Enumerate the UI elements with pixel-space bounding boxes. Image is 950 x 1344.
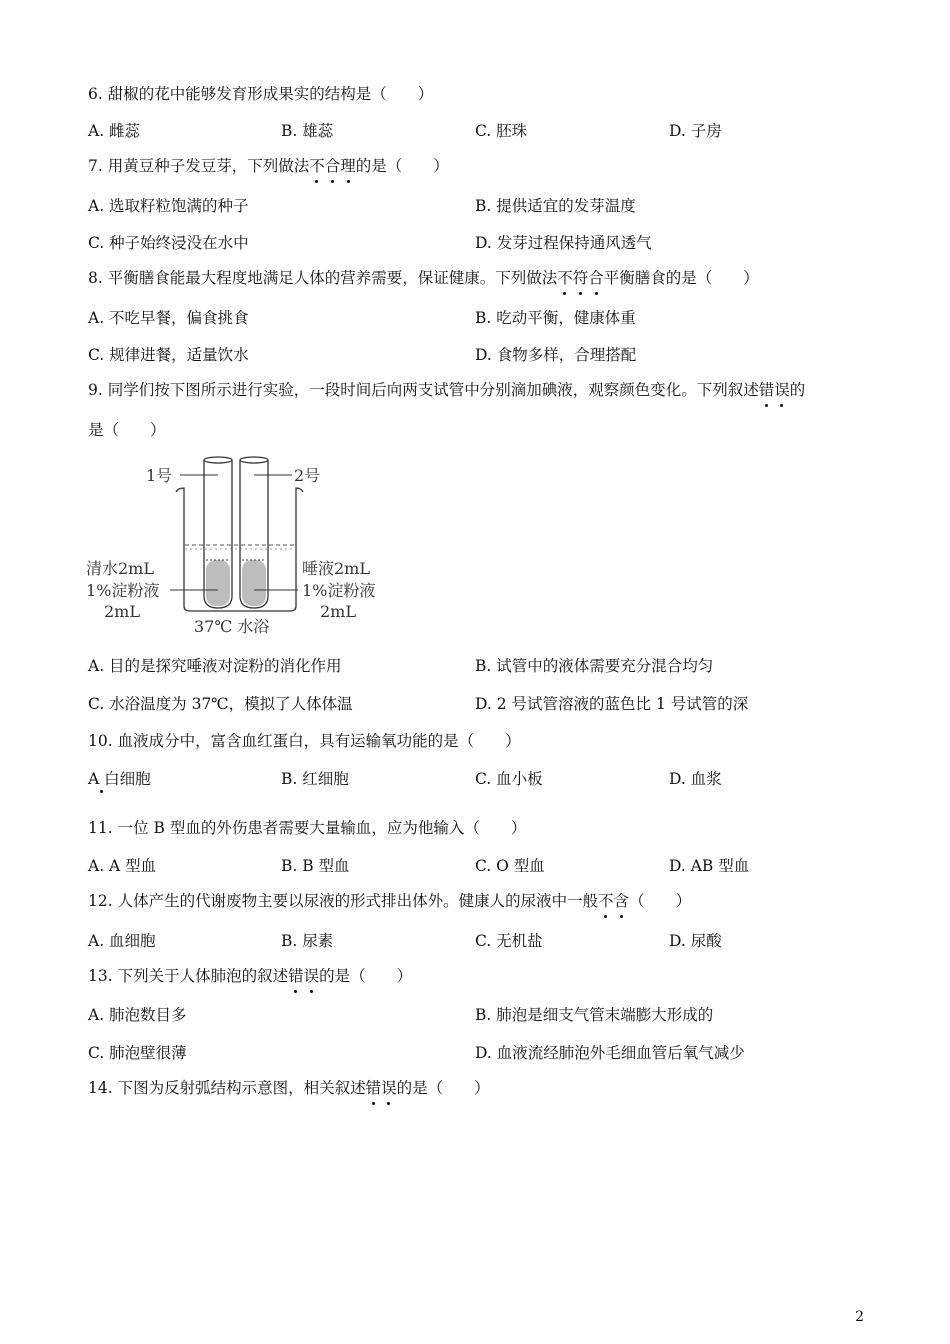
q9-option-d: D. 2 号试管溶液的蓝色比 1 号试管的深 xyxy=(475,695,749,713)
label-right-2: 1%淀粉液 xyxy=(302,581,376,600)
q8-option-a: A. 不吃早餐，偏食挑食 xyxy=(88,309,249,327)
label-left-3: 2mL xyxy=(104,602,140,621)
q10-option-c: C. 血小板 xyxy=(475,770,543,788)
q9-option-a: A. 目的是探究唾液对淀粉的消化作用 xyxy=(88,657,342,675)
label-tube-2: 2号 xyxy=(294,466,321,485)
q13-option-b: B. 肺泡是细支气管末端膨大形成的 xyxy=(475,1006,714,1024)
label-right-3: 2mL xyxy=(320,602,356,621)
tube-2-liquid xyxy=(242,560,266,606)
q6-option-b: B. 雄蕊 xyxy=(281,122,334,140)
q11-option-c: C. O 型血 xyxy=(475,857,545,875)
q8-option-d: D. 食物多样，合理搭配 xyxy=(475,346,637,364)
q10-option-a: A 白细胞 xyxy=(88,770,151,788)
question-9-stem: 9. 同学们按下图所示进行实验，一段时间后向两支试管中分别滴加碘液，观察颜色变化。下列叙述错误的 xyxy=(88,378,805,400)
question-10-stem: 10. 血液成分中，富含血红蛋白，具有运输氧功能的是（ ） xyxy=(88,732,521,750)
emphasis-text: 错误 xyxy=(759,381,790,399)
q13-option-c: C. 肺泡壁很薄 xyxy=(88,1044,187,1062)
q6-option-c: C. 胚珠 xyxy=(475,122,528,140)
q13-option-d: D. 血液流经肺泡外毛细血管后氧气减少 xyxy=(475,1044,745,1062)
q12-option-d: D. 尿酸 xyxy=(669,932,722,950)
question-6-stem: 6. 甜椒的花中能够发育形成果实的结构是（ ） xyxy=(88,85,434,103)
emphasis-text: 错误 xyxy=(288,967,319,985)
q7-option-b: B. 提供适宜的发芽温度 xyxy=(475,197,636,215)
q7-option-d: D. 发芽过程保持通风透气 xyxy=(475,234,652,252)
q11-option-d: D. AB 型血 xyxy=(669,857,750,875)
q7-option-c: C. 种子始终浸没在水中 xyxy=(88,234,249,252)
question-13-stem: 13. 下列关于人体肺泡的叙述错误的是（ ） xyxy=(88,964,412,986)
label-left-1: 清水2mL xyxy=(86,559,154,578)
label-tube-1: 1号 xyxy=(146,466,173,485)
emphasis-text: 错误 xyxy=(366,1079,397,1097)
q12-option-c: C. 无机盐 xyxy=(475,932,543,950)
emphasis-text: 不含 xyxy=(598,892,629,910)
dot-mark xyxy=(100,790,103,793)
q11-option-b: B. B 型血 xyxy=(281,857,350,875)
page-number: 2 xyxy=(855,1309,864,1325)
q6-option-a: A. 雌蕊 xyxy=(88,122,141,140)
q12-option-b: B. 尿素 xyxy=(281,932,334,950)
q11-option-a: A. A 型血 xyxy=(88,857,157,875)
question-12-stem: 12. 人体产生的代谢废物主要以尿液的形式排出体外。健康人的尿液中一般不含（ ） xyxy=(88,889,691,911)
label-right-1: 唾液2mL xyxy=(302,559,370,578)
question-9-stem-line2: 是（ ） xyxy=(88,421,166,439)
q7-option-a: A. 选取籽粒饱满的种子 xyxy=(88,197,249,215)
experiment-figure xyxy=(84,450,404,640)
tube-1-liquid xyxy=(206,560,230,606)
label-water-bath: 37℃ 水浴 xyxy=(194,617,270,636)
q10-option-b: B. 红细胞 xyxy=(281,770,349,788)
q8-option-c: C. 规律进餐，适量饮水 xyxy=(88,346,249,364)
q12-option-a: A. 血细胞 xyxy=(88,932,156,950)
question-8-stem: 8. 平衡膳食能最大程度地满足人体的营养需要，保证健康。下列做法不符合平衡膳食的是（ ） xyxy=(88,266,759,288)
q13-option-a: A. 肺泡数目多 xyxy=(88,1006,187,1024)
emphasis-text: 不合理 xyxy=(309,157,356,175)
emphasis-text: 不符合 xyxy=(557,269,604,287)
question-11-stem: 11. 一位 B 型血的外伤患者需要大量输血，应为他输入（ ） xyxy=(88,819,527,837)
question-7-stem: 7. 用黄豆种子发豆芽，下列做法不合理的是（ ） xyxy=(88,154,449,176)
q8-option-b: B. 吃动平衡，健康体重 xyxy=(475,309,636,327)
question-14-stem: 14. 下图为反射弧结构示意图，相关叙述错误的是（ ） xyxy=(88,1076,490,1098)
q6-option-d: D. 子房 xyxy=(669,122,722,140)
label-left-2: 1%淀粉液 xyxy=(86,581,160,600)
q9-option-c: C. 水浴温度为 37℃，模拟了人体体温 xyxy=(88,695,353,713)
q9-option-b: B. 试管中的液体需要充分混合均匀 xyxy=(475,657,714,675)
q10-option-d: D. 血浆 xyxy=(669,770,722,788)
